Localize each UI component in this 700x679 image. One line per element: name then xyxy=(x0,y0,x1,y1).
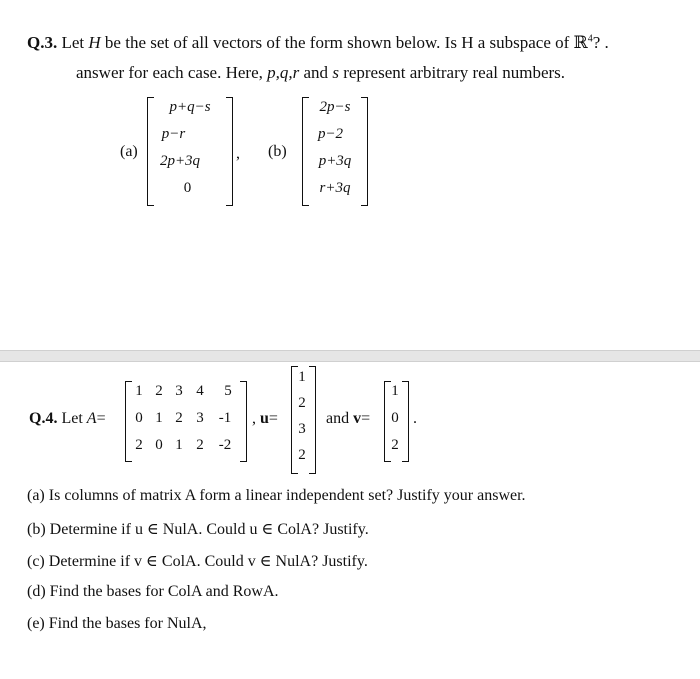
vector-v-entry-1: 1 xyxy=(391,383,399,399)
q4-matrix-name: A xyxy=(86,410,97,427)
q3-vec-a-entry-1: p+q−s xyxy=(169,99,211,115)
q3-text-2c: represent arbitrary real numbers. xyxy=(338,63,566,82)
matrix-a-r1c4: 4 xyxy=(196,383,204,399)
q4-u-name: u xyxy=(260,410,269,427)
matrix-a-r3c5: -2 xyxy=(218,437,232,453)
section-divider xyxy=(0,350,700,362)
q4-question-e: (e) Find the bases for NulA, xyxy=(27,615,207,632)
q3-vec-b-entry-3: p+3q xyxy=(318,153,352,169)
q4-v-def xyxy=(326,410,370,428)
q4-question-b: (b) Determine if u ∈ NulA. Could u ∈ ColA? Justify. xyxy=(27,521,369,538)
q3-reals-exponent: 4 xyxy=(587,33,593,45)
matrix-a-r3c3: 1 xyxy=(175,437,183,453)
matrix-a-r2c3: 2 xyxy=(175,410,183,426)
vector-u-entry-1: 1 xyxy=(298,369,306,385)
vector-u-entry-4: 2 xyxy=(298,447,306,463)
q3-vec-a-entry-2: p−r xyxy=(161,126,186,142)
q4-equals: = xyxy=(96,410,106,427)
matrix-a-r3c2: 0 xyxy=(155,437,163,453)
q4-v-right-bracket xyxy=(402,381,409,462)
q4-matrix-right-bracket xyxy=(240,381,247,462)
q4-comma: , xyxy=(252,410,256,427)
q3-vec-b-entry-2: p−2 xyxy=(317,126,344,142)
q3-vec-a-entry-3: 2p+3q xyxy=(159,153,201,169)
vector-v-entry-2: 0 xyxy=(391,410,399,426)
q3-line-1 xyxy=(27,33,609,53)
q3-var-s: s xyxy=(332,63,339,82)
matrix-a-r3c1: 2 xyxy=(135,437,143,453)
matrix-a-r1c5: 5 xyxy=(224,383,232,399)
q3-text-1b: be the set of all vectors of the form shown below. Is H a subspace of xyxy=(100,33,574,52)
vector-u-entry-2: 2 xyxy=(298,395,306,411)
q3-text-1c: ? . xyxy=(592,33,609,52)
q3-vars: p,q,r xyxy=(267,63,300,82)
matrix-a-r2c5: -1 xyxy=(218,410,232,426)
q3-vec-b-entry-1: 2p−s xyxy=(319,99,351,115)
matrix-a-r2c1: 0 xyxy=(135,410,143,426)
q4-period: . xyxy=(413,410,417,427)
matrix-a-r3c4: 2 xyxy=(196,437,204,453)
q3-line-2 xyxy=(76,63,565,83)
q3-text-2b: and xyxy=(299,63,333,82)
matrix-a-r1c2: 2 xyxy=(155,383,163,399)
matrix-a-r2c2: 1 xyxy=(155,410,163,426)
q3-part-a-label: (a) xyxy=(120,143,138,160)
vector-u-entry-3: 3 xyxy=(298,421,306,437)
q3-text-2a: answer for each case. Here, xyxy=(76,63,268,82)
q3-text-1a: Let xyxy=(61,33,89,52)
q4-question-c: (c) Determine if v ∈ ColA. Could v ∈ NulA? Justify. xyxy=(27,553,368,570)
q4-label: Q.4. xyxy=(29,410,58,427)
q4-intro xyxy=(29,410,106,428)
q3-vec-a-entry-4: 0 xyxy=(183,180,192,196)
q4-u-def xyxy=(252,410,278,428)
q4-u-equals: = xyxy=(268,410,278,427)
matrix-a-r2c4: 3 xyxy=(196,410,204,426)
q3-label: Q.3. xyxy=(27,33,58,52)
q4-question-d: (d) Find the bases for ColA and RowA. xyxy=(27,583,279,600)
matrix-a-r1c3: 3 xyxy=(175,383,183,399)
q3-set-h: H xyxy=(88,33,101,52)
vector-v-entry-3: 2 xyxy=(391,437,399,453)
q4-u-right-bracket xyxy=(309,366,316,474)
q4-let: Let xyxy=(61,410,87,427)
q3-reals-symbol: ℝ xyxy=(573,33,588,52)
q4-question-a: (a) Is columns of matrix A form a linear independent set? Justify your answer. xyxy=(27,487,526,504)
q3-part-b-label: (b) xyxy=(268,143,287,160)
q3-comma: , xyxy=(236,145,240,162)
q4-v-equals: = xyxy=(361,410,371,427)
q4-v-name: v xyxy=(353,410,362,427)
q3-vec-b-entry-4: r+3q xyxy=(319,180,351,196)
q4-and: and xyxy=(326,410,350,427)
matrix-a-r1c1: 1 xyxy=(135,383,143,399)
